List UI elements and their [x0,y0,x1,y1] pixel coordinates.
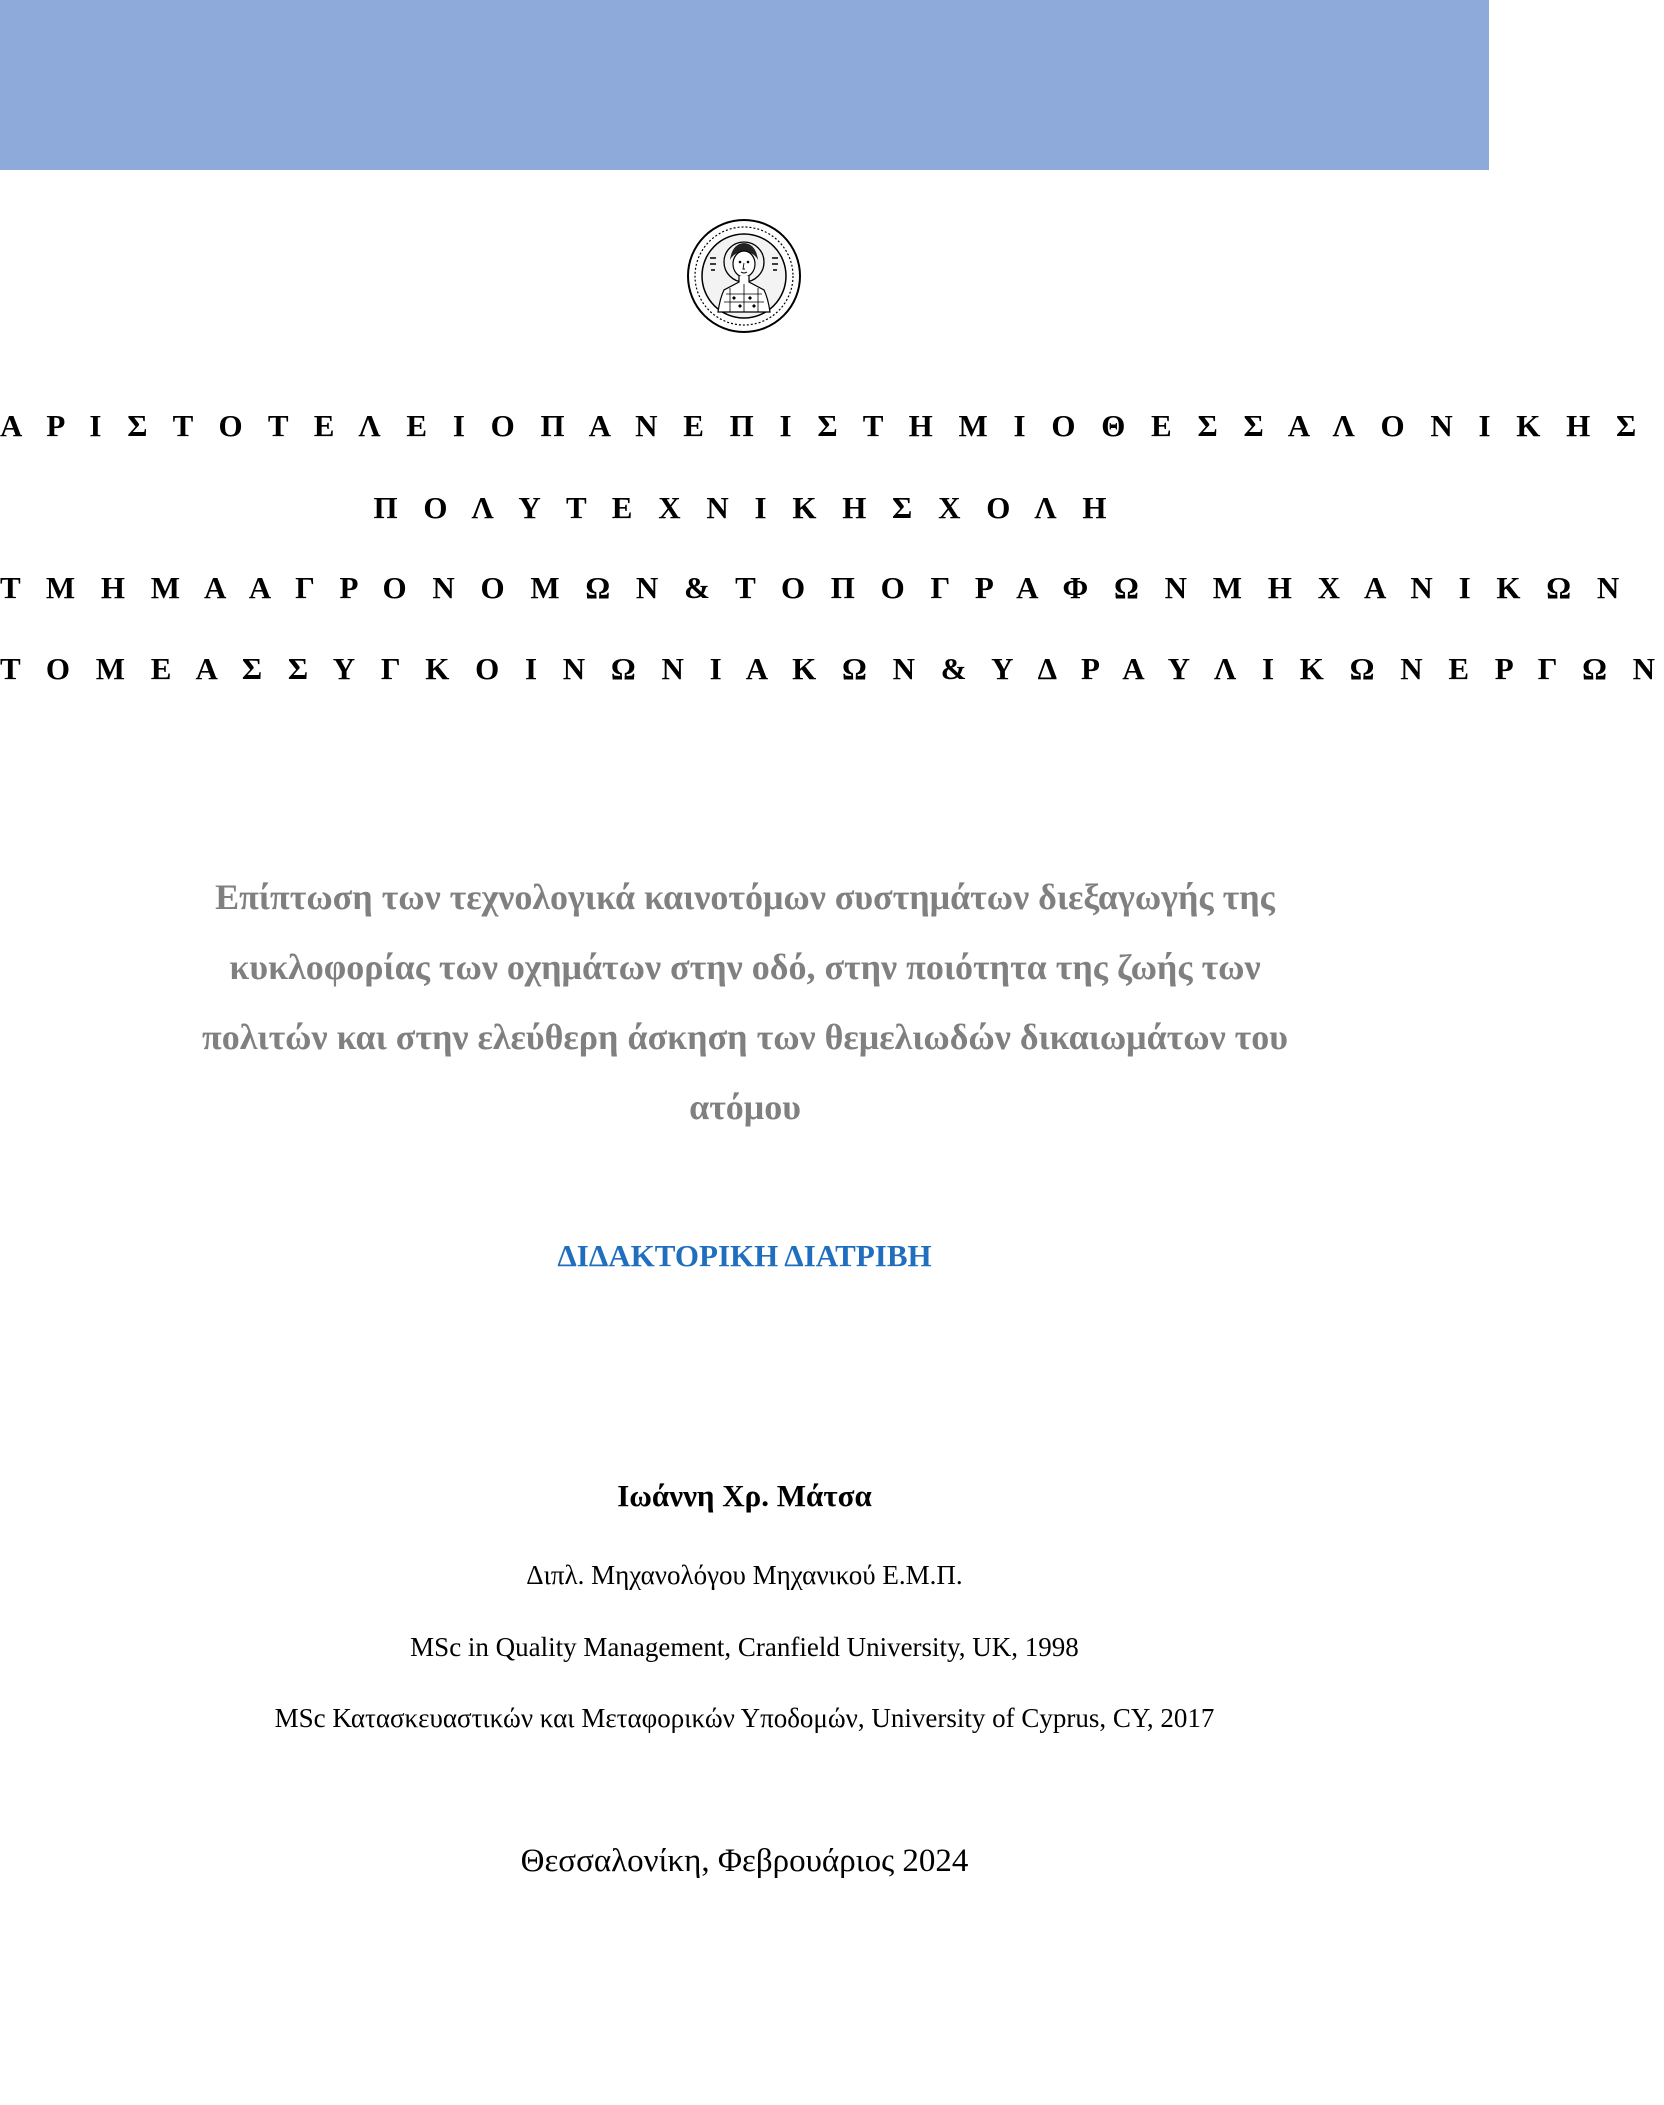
thesis-title-line: Επίπτωση των τεχνολογικά καινοτόμων συστημάτων διεξαγωγής της [215,877,1275,917]
thesis-title-line: κυκλοφορίας των οχημάτων στην οδό, στην ποιότητα της ζωής των [229,947,1261,987]
university-seal-icon [686,218,802,334]
university-name: Α Ρ Ι Σ Τ Ο Τ Ε Λ Ε Ι Ο Π Α Ν Ε Π Ι Σ Τ Η Μ Ι Ο Θ Ε Σ Σ Α Λ Ο Ν Ι Κ Η Σ [0,408,1646,443]
school-name: Π Ο Λ Υ Τ Ε Χ Ν Ι Κ Η Σ Χ Ο Λ Η [373,490,1116,525]
author-name: Ιωάννη Χρ. Μάτσα [617,1478,872,1513]
department-name: Τ Μ Η Μ Α Α Γ Ρ Ο Ν Ο Μ Ω Ν & Τ Ο Π Ο Γ Ρ Α Φ Ω Ν Μ Η Χ Α Ν Ι Κ Ω Ν [0,570,1629,605]
author-qualification: Διπλ. Μηχανολόγου Μηχανικού Ε.Μ.Π. [526,1560,963,1590]
top-color-band [0,0,1489,170]
thesis-type: ΔΙΔΑΚΤΟΡΙΚΗ ΔΙΑΤΡΙΒΗ [557,1238,932,1273]
place-and-date: Θεσσαλονίκη, Φεβρουάριος 2024 [520,1843,969,1879]
thesis-title-line: ατόμου [689,1087,801,1127]
author-qualification: MSc Κατασκευαστικών και Μεταφορικών Υποδομών, University of Cyprus, CY, 2017 [274,1703,1215,1733]
division-name: Τ Ο Μ Ε Α Σ Σ Υ Γ Κ Ο Ι Ν Ω Ν Ι Α Κ Ω Ν & Υ Δ Ρ Α Υ Λ Ι Κ Ω Ν Ε Ρ Γ Ω Ν [0,651,1664,686]
thesis-title-line: πολιτών και στην ελεύθερη άσκηση των θεμελιωδών δικαιωμάτων του [202,1017,1288,1057]
author-qualification: MSc in Quality Management, Cranfield University, UK, 1998 [410,1632,1079,1662]
thesis-title [140,862,1350,1142]
